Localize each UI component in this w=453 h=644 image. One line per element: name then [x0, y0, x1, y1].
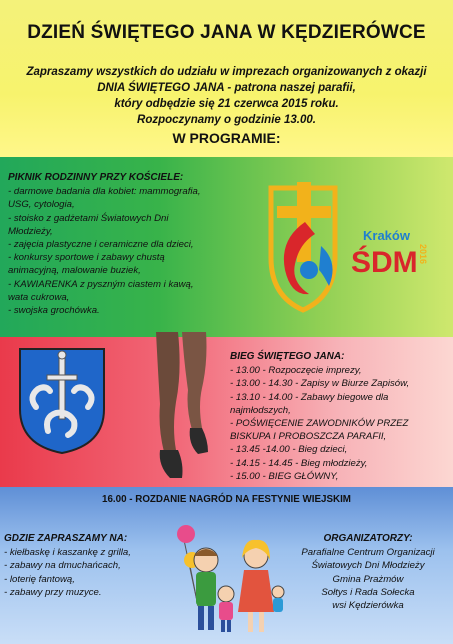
intro-line: który odbędzie się 21 czerwca 2015 roku. — [114, 98, 339, 110]
intro-text — [0, 64, 453, 128]
intro-line: Zapraszamy wszystkich do udziału w imprezach organizowanych z okazji — [26, 66, 427, 78]
list-item: - konkursy sportowe i zabawy chustą — [8, 252, 165, 264]
list-item: - 13.00 - Rozpoczęcie imprezy, — [230, 365, 362, 377]
family-drawing — [168, 510, 286, 640]
list-item: Młodzieży, — [8, 225, 53, 237]
list-item: Gmina Prażmów — [332, 573, 404, 585]
list-item: Sołtys i Rada Sołecka — [321, 586, 415, 598]
organizers-heading: ORGANIZATORZY: — [323, 533, 413, 544]
shoe-icon — [190, 428, 208, 454]
list-item: - KAWIARENKA z pyszným ciastem i kawą, — [8, 278, 194, 290]
gdzie-heading: GDZIE ZAPRASZAMY NA: — [4, 533, 128, 544]
list-item: - stoisko z gadżetami Światowych Dni — [8, 212, 169, 224]
list-item: - kiełbaskę i kaszankę z grilla, — [4, 547, 131, 559]
intro-line: DNIA ŚWIĘTEGO JANA - patrona naszej parafii, — [97, 82, 356, 94]
list-item: wsi Kędzierówka — [332, 600, 404, 612]
awards-line: 16.00 - ROZDANIE NAGRÓD NA FESTYNIE WIEJSKIM — [102, 494, 351, 505]
coat-of-arms-icon — [16, 345, 108, 457]
list-item: - 13.45 -14.00 - Bieg dzieci, — [230, 444, 348, 456]
list-item: - 13.00 - 14.30 - Zapisy w Biurze Zapisów, — [230, 378, 410, 390]
intro-line: Rozpoczynamy o godzinie 13.00. — [137, 114, 316, 126]
shoe-icon — [160, 450, 183, 478]
logo-year: 2016 — [418, 244, 428, 265]
logo-letters: ŚDM — [351, 246, 418, 279]
list-item: - POŚWIĘCENIE ZAWODNIKÓW PRZEZ — [230, 418, 409, 430]
list-item: - 13.10 - 14.00 - Zabawy biegowe dla — [230, 391, 389, 403]
organizers-section — [288, 532, 448, 612]
toddler-head — [272, 586, 284, 598]
logo-city: Kraków — [363, 228, 410, 243]
poster-title: DZIEŃ ŚWIĘTEGO JANA W KĘDZIERÓWCE — [27, 22, 426, 43]
list-item: najmłodszych, — [230, 404, 291, 416]
bieg-section — [230, 350, 450, 483]
list-item: Światowych Dni Młodzieży — [311, 560, 425, 572]
list-item: wata cukrowa, — [8, 291, 70, 303]
list-item: - 15.00 - BIEG GŁÓWNY, — [230, 470, 339, 482]
gdzie-section — [4, 532, 179, 599]
list-item: - zajęcia plastyczne i ceramiczne dla dzieci, — [8, 239, 194, 251]
list-item: USG, cytologia, — [8, 199, 75, 211]
list-item: Parafialne Centrum Organizacji — [301, 547, 435, 559]
list-item: animacyjną, malowanie buziek, — [8, 265, 141, 277]
circle-icon — [300, 261, 318, 279]
balloon-icon — [177, 525, 195, 543]
list-item: - swojska grochówka. — [8, 305, 100, 317]
list-item: - zabawy przy muzyce. — [4, 586, 102, 598]
list-item: - 14.15 - 14.45 - Bieg młodzieży, — [230, 457, 368, 469]
list-item: BISKUPA I PROBOSZCZA PARAFII, — [230, 431, 387, 443]
list-item: - darmowe badania dla kobiet: mammografia, — [8, 186, 201, 198]
list-item: - loterię fantową, — [4, 573, 75, 585]
sdm-logo — [243, 178, 443, 318]
piknik-heading: PIKNIK RODZINNY PRZY KOŚCIELE: — [8, 172, 184, 183]
piknik-section — [8, 171, 243, 317]
list-item: - zabawy na dmuchańcach, — [4, 560, 121, 572]
child-head — [218, 586, 234, 602]
runner-legs-image — [148, 332, 218, 482]
program-heading: W PROGRAMIE: — [172, 130, 281, 146]
bieg-heading: BIEG ŚWIĘTEGO JANA: — [230, 351, 345, 362]
